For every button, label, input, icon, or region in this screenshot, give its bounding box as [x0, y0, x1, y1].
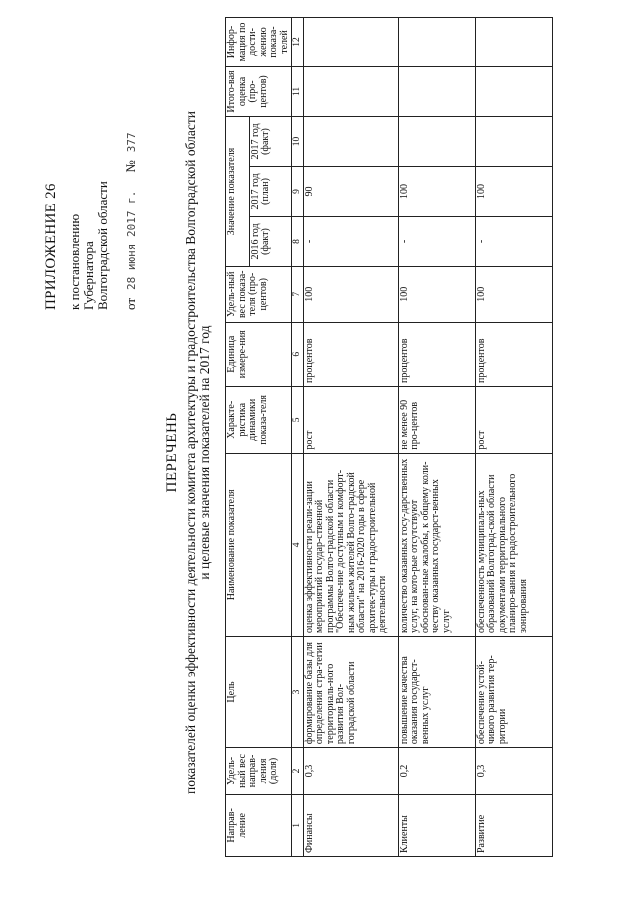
cell-direction: Финансы [303, 794, 398, 856]
table-row [475, 18, 552, 857]
subtitle-line-1: показателей оценки эффективности деятельности комитета архитектуры и градостроительства Волгоградской области [183, 110, 198, 795]
cell-unit: процентов [398, 322, 475, 386]
annex-title: ПРИЛОЖЕНИЕ 26 [43, 183, 59, 310]
cell-2016-fact: - [303, 216, 398, 266]
cell-goal: обеспечение устой-чивого развития тер-ритории [475, 636, 552, 747]
decree-date-line [124, 10, 139, 310]
cell-2016-fact: - [475, 216, 552, 266]
cell-2017-plan: 90 [303, 166, 398, 216]
header-indicator-name: Наименование показателя [226, 453, 292, 636]
decree-date: 28 июня 2017 г. [125, 190, 138, 290]
cell-info [398, 18, 475, 67]
decree-line-3: Волгоградской области [95, 181, 110, 310]
cell-indicator: оценка эффективности реали-зации мероприятий государ-ственной программы Волго-градской области "Обеспече-ние доступным и комфорт-ным жильем жителей Волго-градской области" на 2016-2020 годы в сфере архитек-туры и градостроительной деятельности [303, 453, 398, 636]
column-number: 8 [292, 216, 304, 266]
subtitle-line-2: и целевые значения показателей на 2017 год [197, 325, 212, 580]
decree-number: 377 [125, 132, 138, 153]
header-direction: Направ-ление [226, 794, 292, 856]
cell-unit: процентов [303, 322, 398, 386]
column-number: 6 [292, 322, 304, 386]
date-prefix: от [123, 297, 138, 310]
cell-2017-fact [398, 116, 475, 166]
header-direction-weight: Удель-ный вес направ-ления (доля) [226, 748, 292, 795]
cell-goal: повышение качества оказания государст-венных услуг [398, 636, 475, 747]
column-number-row [292, 18, 304, 857]
column-number: 11 [292, 66, 304, 116]
cell-2016-fact: - [398, 216, 475, 266]
cell-2017-fact [475, 116, 552, 166]
header-2017-plan: 2017 год (план) [249, 166, 291, 216]
number-prefix: № [123, 160, 138, 173]
header-value-group: Значение показателя [226, 116, 250, 266]
indicators-table [225, 17, 553, 857]
column-number: 4 [292, 453, 304, 636]
column-number: 5 [292, 386, 304, 453]
column-number: 2 [292, 748, 304, 795]
header-total: Итого-вая оценка (про-центов) [226, 66, 292, 116]
document-subtitle [184, 60, 212, 845]
cell-dynamics: рост [303, 386, 398, 453]
column-number: 7 [292, 266, 304, 322]
header-unit: Единица измере-ния [226, 322, 292, 386]
cell-2017-plan: 100 [398, 166, 475, 216]
cell-direction: Клиенты [398, 794, 475, 856]
cell-info [475, 18, 552, 67]
cell-indicator-weight: 100 [398, 266, 475, 322]
cell-indicator-weight: 100 [303, 266, 398, 322]
cell-2017-fact [303, 116, 398, 166]
cell-dynamics: рост [475, 386, 552, 453]
cell-total [303, 66, 398, 116]
decree-line-2: Губернатора [81, 241, 96, 310]
column-number: 3 [292, 636, 304, 747]
header-2016-fact: 2016 год (факт) [249, 216, 291, 266]
header-2017-fact: 2017 год (факт) [249, 116, 291, 166]
cell-indicator: количество оказанных госу-дарственных услуг, на кото-рые отсутствуют обоснован-ные жалобы, к общему коли-честву оказанных государст-венных услуг [398, 453, 475, 636]
cell-direction-weight: 0,2 [398, 748, 475, 795]
cell-dynamics: не менее 90 про-центов [398, 386, 475, 453]
header-dynamics: Характе-ристика динамики показа-теля [226, 386, 292, 453]
column-number: 10 [292, 116, 304, 166]
cell-total [475, 66, 552, 116]
header-info: Инфор-мация по дости-жению показа-телей [226, 18, 292, 67]
document-title: ПЕРЕЧЕНЬ [164, 412, 180, 493]
cell-total [398, 66, 475, 116]
column-number: 1 [292, 794, 304, 856]
header-indicator-weight: Удель-ный вес показа-теля (про-центов) [226, 266, 292, 322]
table-row [398, 18, 475, 857]
decree-line-1: к постановлению [67, 213, 82, 310]
cell-unit: процентов [475, 322, 552, 386]
table-row [303, 18, 398, 857]
cell-direction-weight: 0,3 [303, 748, 398, 795]
column-number: 12 [292, 18, 304, 67]
cell-goal: формирование базы для определения стра-тегии территориаль-ного развития Вол-гоградской области [303, 636, 398, 747]
cell-info [303, 18, 398, 67]
cell-direction: Развитие [475, 794, 552, 856]
header-goal: Цель [226, 636, 292, 747]
cell-indicator-weight: 100 [475, 266, 552, 322]
cell-direction-weight: 0,3 [475, 748, 552, 795]
column-number: 9 [292, 166, 304, 216]
cell-indicator: обеспеченность муниципаль-ных образований Волгоград-ской области документами территориального планиро-вания и градостроительного зонирования [475, 453, 552, 636]
cell-2017-plan: 100 [475, 166, 552, 216]
annex-header [44, 10, 139, 310]
